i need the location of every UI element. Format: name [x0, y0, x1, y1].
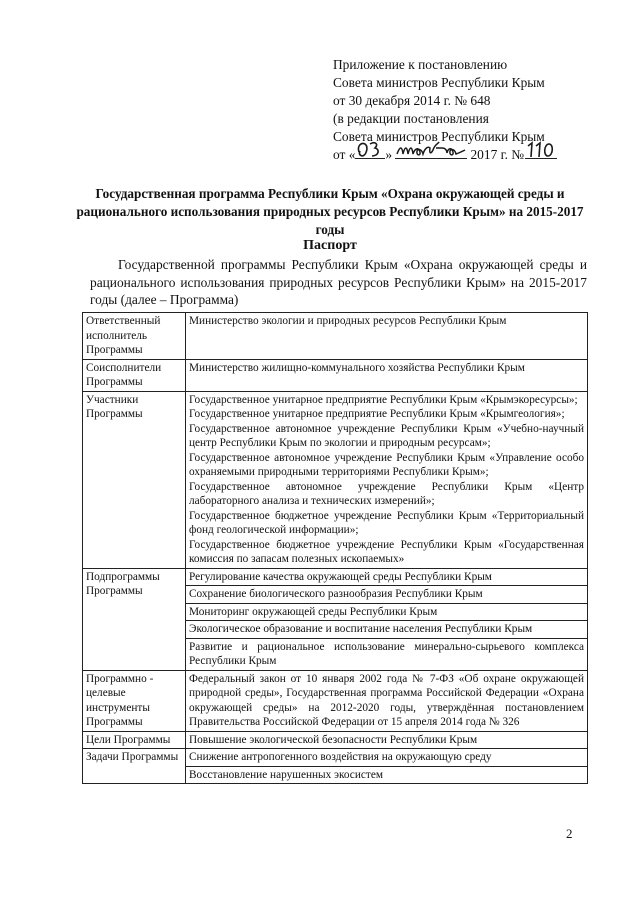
row-label-goals: Цели Программы [83, 731, 186, 749]
handwritten-day [355, 146, 385, 159]
participant-item: Государственное унитарное предприятие Республики Крым «Крымгеология»; [189, 408, 565, 420]
appendix-line-4: (в редакции постановления [333, 111, 489, 126]
subprogram-item: Экологическое образование и воспитание населения Республики Крым [186, 621, 588, 639]
page-number: 2 [566, 826, 573, 841]
table-row [83, 313, 588, 360]
row-label-subprograms: Подпрограммы Программы [83, 568, 186, 670]
task-item: Восстановление нарушенных экосистем [186, 766, 588, 784]
subprogram-item: Развитие и рациональное использование минерально-сырьевого комплекса Республики Крым [186, 638, 588, 670]
appendix-line-1: Приложение к постановлению [333, 57, 508, 72]
participant-item: Государственное автономное учреждение Республики Крым «Управление особо охраняемыми природными территориями Республики Крым»; [189, 451, 584, 478]
handwritten-number-strokes [525, 138, 557, 160]
row-value-coexecutors: Министерство жилищно-коммунального хозяйства Республики Крым [186, 359, 588, 391]
row-label-participants: Участники Программы [83, 391, 186, 568]
date-prefix: от « [333, 147, 356, 162]
handwritten-day-strokes [355, 138, 385, 160]
appendix-line-6 [333, 146, 593, 164]
table-row [83, 391, 588, 568]
row-label-tasks: Задачи Программы [83, 749, 186, 784]
row-label-instruments: Программно - целевые инструменты Программы [83, 670, 186, 731]
table-row [83, 359, 588, 391]
appendix-line-5: Совета министров Республики Крым [333, 129, 545, 144]
row-label-responsible: Ответственный исполнитель Программы [83, 313, 186, 360]
participant-item: Государственное автономное учреждение Республики Крым «Учебно-научный центр Республики Крым по экологии и природным ресурсам»; [189, 422, 584, 449]
appendix-line-2: Совета министров Республики Крым [333, 75, 545, 90]
participant-item: Государственное автономное учреждение Республики Крым «Центр лабораторного анализа и технических измерений»; [189, 480, 584, 507]
handwritten-month [395, 146, 467, 159]
handwritten-month-strokes [395, 138, 467, 160]
subprogram-item: Регулирование качества окружающей среды Республики Крым [186, 568, 588, 586]
row-label-coexecutors: Соисполнители Программы [83, 359, 186, 391]
table-row [83, 731, 588, 749]
handwritten-number [525, 146, 557, 159]
row-value-responsible: Министерство экологии и природных ресурсов Республики Крым [186, 313, 588, 360]
participant-item: Государственное унитарное предприятие Республики Крым «Крымэкоресурсы»; [189, 393, 578, 406]
row-value-participants [186, 391, 588, 568]
passport-table [82, 312, 588, 784]
passport-intro: Государственной программы Республики Крым «Охрана окружающей среды и рационального использования природных ресурсов Республики Крым» на 2015-2017 годы (далее – Программа) [90, 257, 587, 307]
date-year: 2017 г. № [470, 147, 525, 162]
date-mid: » [385, 147, 393, 162]
program-title: Государственная программа Республики Крым «Охрана окружающей среды и рационального использования природных ресурсов Республики Крым» на 2015-2017 годы [76, 186, 584, 237]
table-row [83, 568, 588, 586]
task-item: Снижение антропогенного воздействия на окружающую среду [186, 749, 588, 767]
participant-item: Государственное бюджетное учреждение Республики Крым «Территориальный фонд геологической информации»; [189, 509, 584, 536]
table-row [83, 749, 588, 767]
row-value-goals: Повышение экологической безопасности Республики Крым [186, 731, 588, 749]
subprogram-item: Мониторинг окружающей среды Республики Крым [186, 603, 588, 621]
appendix-line-3: от 30 декабря 2014 г. № 648 [333, 93, 491, 108]
row-value-instruments: Федеральный закон от 10 января 2002 года № 7-ФЗ «Об охране окружающей природной среды», Государственная программа Российской Федерации «Охрана окружающей среды» на 2012-2020 годы, утверждённая постановлением Правительства Российской Федерации от 15 апреля 2014 года № 326 [186, 670, 588, 731]
passport-heading: Паспорт [303, 238, 357, 253]
subprogram-item: Сохранение биологического разнообразия Республики Крым [186, 586, 588, 604]
table-row [83, 670, 588, 731]
participant-item: Государственное бюджетное учреждение Республики Крым «Государственная комиссия по запасам полезных ископаемых» [189, 538, 584, 565]
appendix-block [333, 56, 593, 164]
